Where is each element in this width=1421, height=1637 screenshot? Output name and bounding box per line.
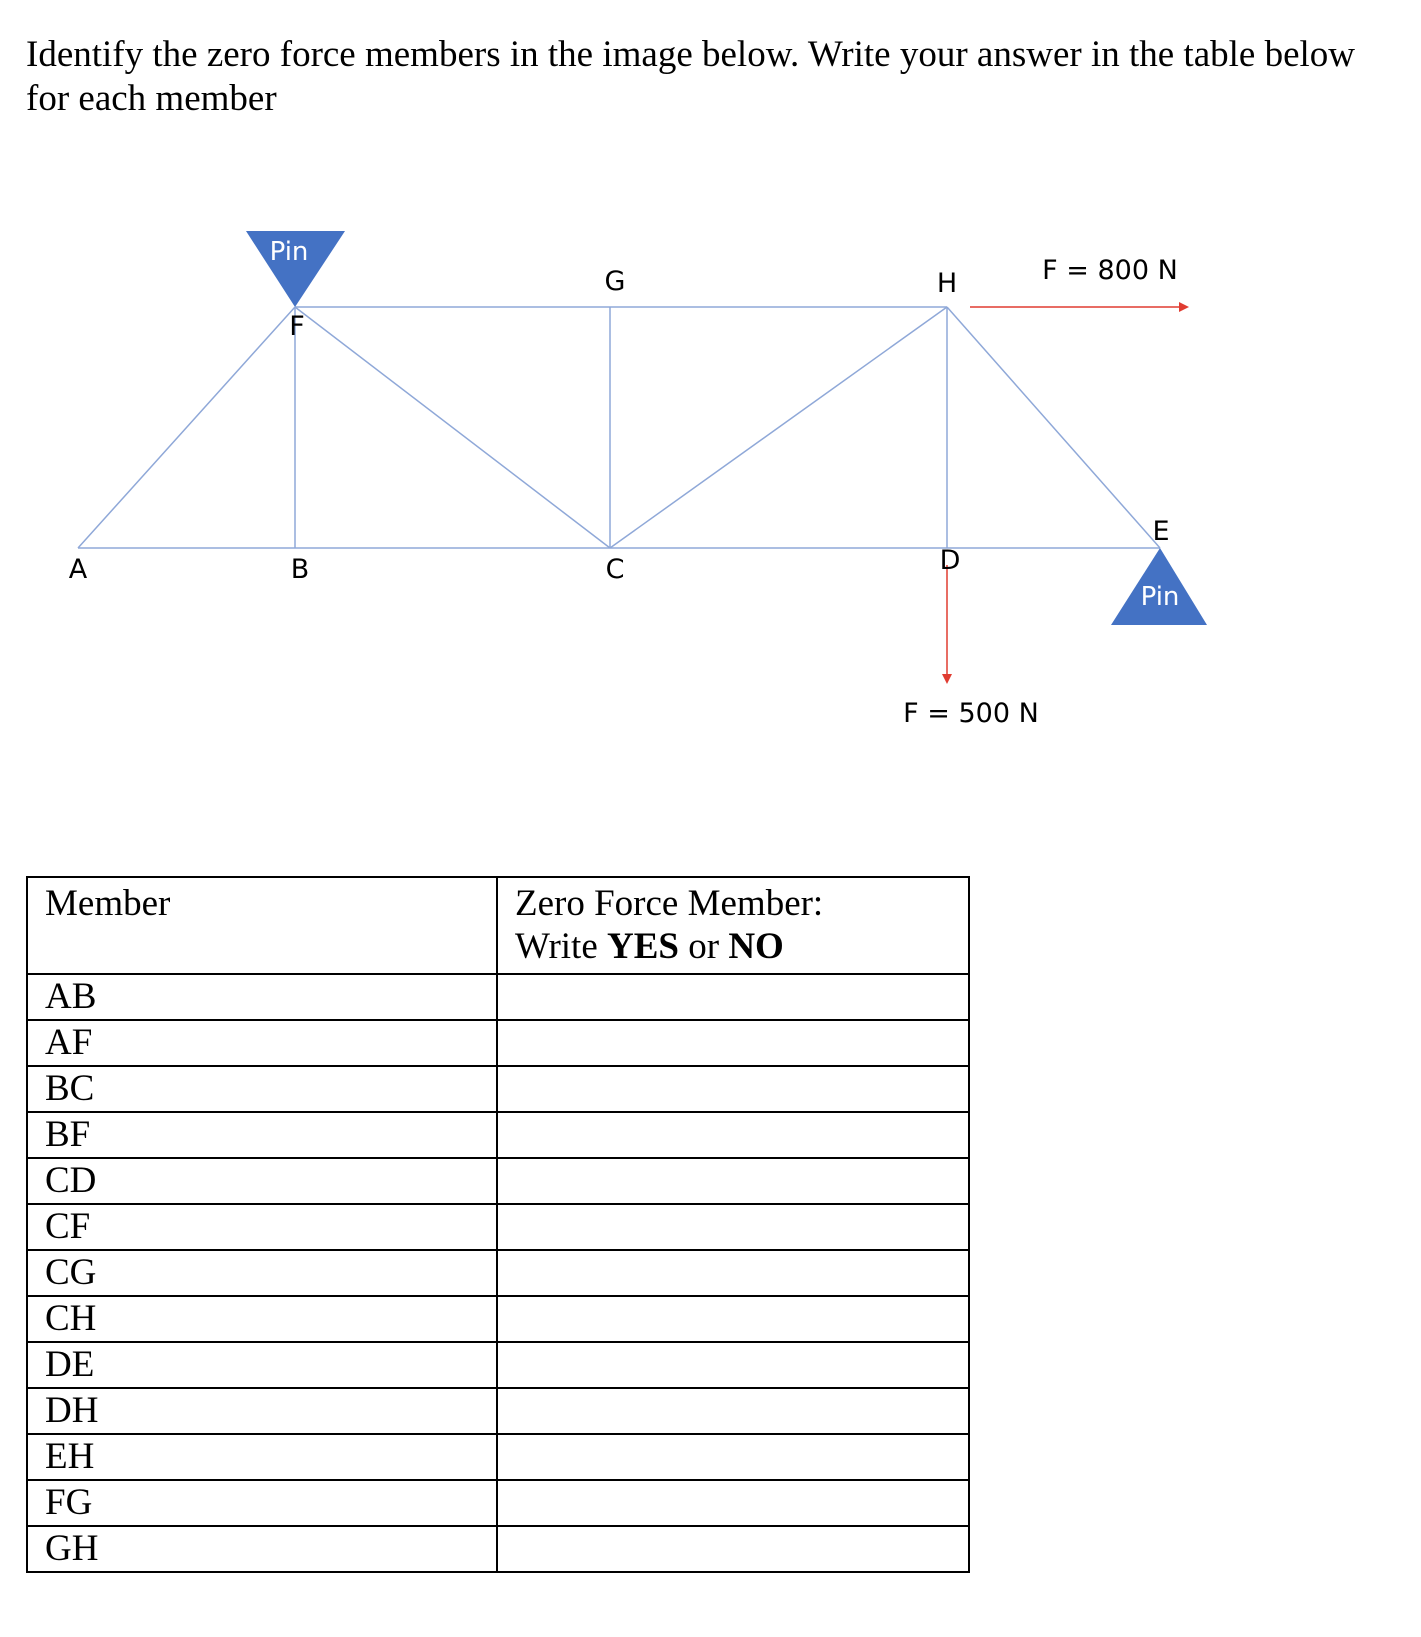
- answer-cell[interactable]: [497, 1250, 969, 1296]
- answer-cell[interactable]: [497, 1158, 969, 1204]
- node-labels: [69, 266, 1170, 585]
- member-af: [78, 307, 295, 548]
- table-row: [27, 1204, 969, 1250]
- member-cell: CD: [27, 1158, 497, 1204]
- member-cell: BF: [27, 1112, 497, 1158]
- node-label-a: A: [68, 554, 88, 585]
- member-cell: AF: [27, 1020, 497, 1066]
- answer-header-prefix: Write: [515, 926, 607, 967]
- answer-header-no: NO: [728, 926, 784, 967]
- node-label-c: C: [605, 554, 625, 585]
- table-row: [27, 1250, 969, 1296]
- answer-cell[interactable]: [497, 974, 969, 1020]
- answer-cell[interactable]: [497, 1342, 969, 1388]
- node-label-e: E: [1152, 516, 1170, 547]
- member-column-header: Member: [27, 877, 497, 974]
- answer-cell[interactable]: [497, 1066, 969, 1112]
- answer-header-or: or: [678, 926, 729, 967]
- support-pin-left: [246, 231, 345, 307]
- node-label-b: B: [290, 554, 310, 585]
- node-label-d: D: [939, 545, 961, 576]
- answer-header-yes: YES: [607, 926, 679, 967]
- table-row: [27, 1158, 969, 1204]
- member-cell: CF: [27, 1204, 497, 1250]
- answer-cell[interactable]: [497, 1204, 969, 1250]
- answer-cell[interactable]: [497, 1112, 969, 1158]
- pin-label-right: Pin: [1140, 582, 1180, 612]
- table-header-row: [27, 877, 969, 974]
- member-cell: CG: [27, 1250, 497, 1296]
- member-cell: FG: [27, 1480, 497, 1526]
- table-row: [27, 1342, 969, 1388]
- member-ch: [610, 307, 947, 548]
- member-cell: AB: [27, 974, 497, 1020]
- member-cell: EH: [27, 1434, 497, 1480]
- table-row: [27, 1480, 969, 1526]
- member-cell: DE: [27, 1342, 497, 1388]
- member-cell: DH: [27, 1388, 497, 1434]
- force-horizontal: [970, 255, 1187, 307]
- answer-cell[interactable]: [497, 1296, 969, 1342]
- table-row: [27, 1066, 969, 1112]
- answer-cell[interactable]: [497, 1434, 969, 1480]
- member-cell: BC: [27, 1066, 497, 1112]
- truss-members: [78, 307, 1160, 548]
- table-row: [27, 1112, 969, 1158]
- table-row: [27, 1434, 969, 1480]
- instructions-line-2: for each member: [26, 78, 277, 119]
- table-body: [27, 974, 969, 1572]
- zero-force-table: [26, 876, 970, 1573]
- table-row: [27, 1020, 969, 1066]
- instructions-line-1: Identify the zero force members in the image below. Write your answer in the table below: [26, 34, 1356, 75]
- node-label-h: H: [936, 268, 958, 299]
- member-eh: [947, 307, 1160, 548]
- answer-header-line-2: [515, 925, 968, 968]
- support-pin-right: [1111, 548, 1207, 625]
- truss-diagram: [0, 0, 1421, 760]
- node-label-f: F: [289, 311, 305, 342]
- answer-header-line-1: Zero Force Member:: [515, 883, 824, 924]
- table-row: [27, 1296, 969, 1342]
- force-vertical: [903, 565, 1039, 729]
- member-cf: [295, 307, 610, 548]
- pin-label-left: Pin: [269, 237, 309, 267]
- force-label-vertical: F = 500 N: [903, 698, 1039, 729]
- table-row: [27, 1526, 969, 1572]
- member-cell: CH: [27, 1296, 497, 1342]
- force-label-horizontal: F = 800 N: [1042, 255, 1178, 286]
- answer-column-header: [497, 877, 969, 974]
- table-row: [27, 1388, 969, 1434]
- answer-cell[interactable]: [497, 1388, 969, 1434]
- answer-cell[interactable]: [497, 1020, 969, 1066]
- node-label-g: G: [604, 266, 626, 297]
- answer-cell[interactable]: [497, 1526, 969, 1572]
- table-row: [27, 974, 969, 1020]
- answer-cell[interactable]: [497, 1480, 969, 1526]
- member-cell: GH: [27, 1526, 497, 1572]
